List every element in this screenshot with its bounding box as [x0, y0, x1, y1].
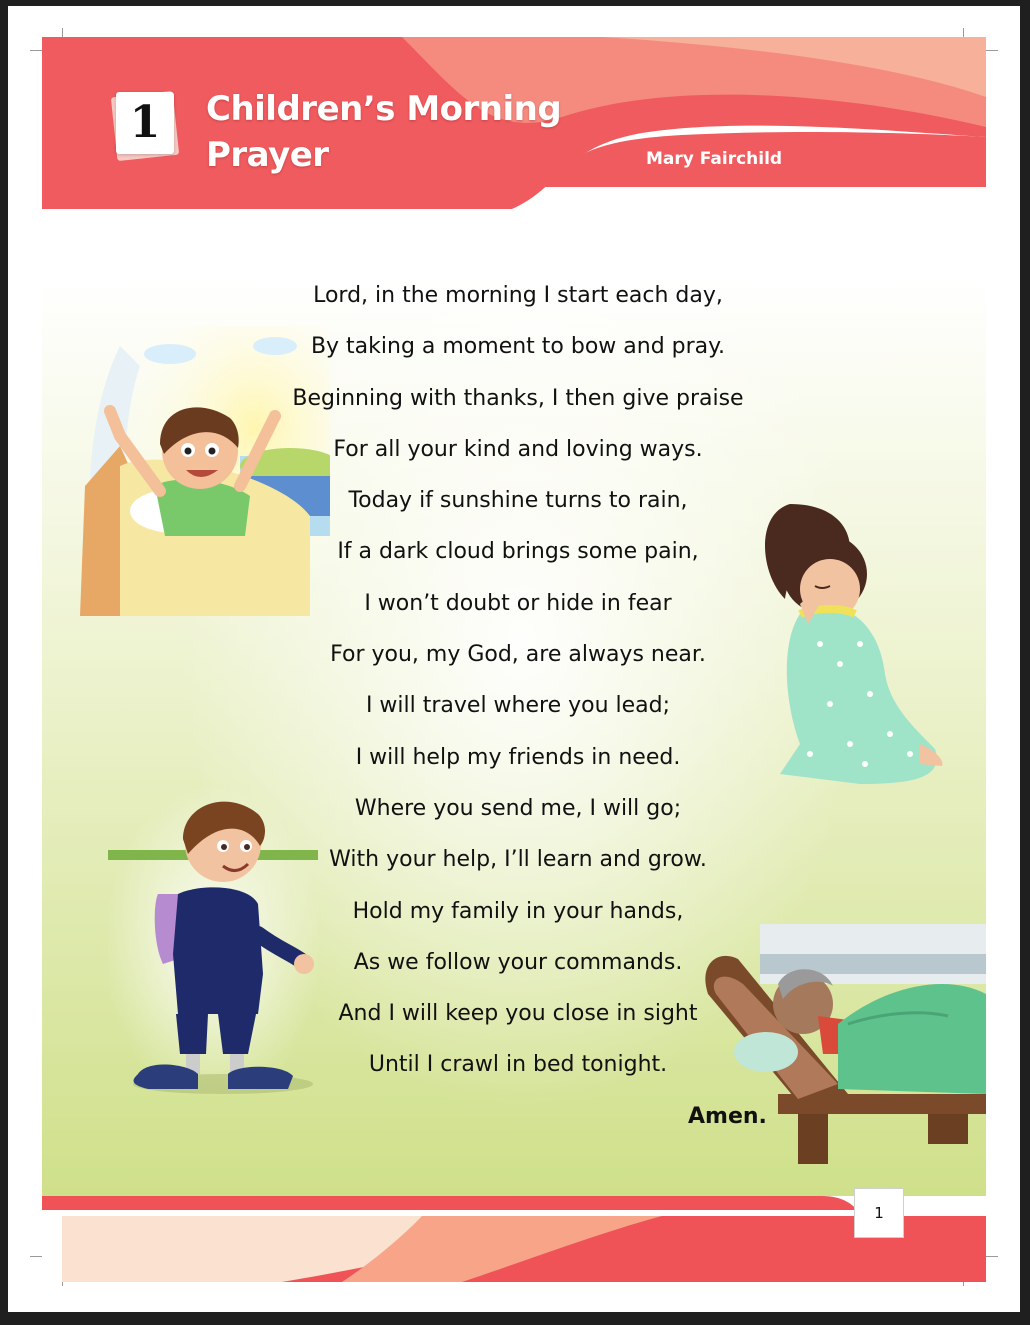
poem-line: Hold my family in your hands, [352, 898, 684, 924]
poem-text [208, 276, 828, 1097]
footer-banner [42, 1192, 986, 1282]
lesson-title-line-2: Prayer [206, 135, 329, 175]
lesson-number: 1 [116, 92, 174, 154]
lesson-number-card [110, 90, 180, 160]
poem-line: Where you send me, I will go; [354, 795, 682, 821]
poem-line: I won’t doubt or hide in fear [364, 590, 672, 616]
textbook-page [8, 6, 1020, 1312]
poem-line: For all your kind and loving ways. [333, 436, 703, 462]
poem-line: If a dark cloud brings some pain, [337, 539, 699, 565]
poem-line: Until I crawl in bed tonight. [368, 1052, 668, 1078]
poem-line: And I will keep you close in sight [338, 1001, 698, 1027]
poem-line: By taking a moment to bow and pray. [310, 334, 726, 360]
page-number: 1 [854, 1188, 904, 1238]
poem-line: For you, my God, are always near. [330, 642, 706, 668]
lesson-title-line-1: Children’s Morning [206, 89, 562, 129]
poem-line: With your help, I’ll learn and grow. [329, 847, 707, 873]
lesson-title [206, 86, 566, 178]
poem-line: I will travel where you lead; [365, 693, 671, 719]
poem-line: Lord, in the morning I start each day, [313, 283, 723, 308]
author-name: Mary Fairchild [646, 149, 783, 169]
poem-line: As we follow your commands. [353, 949, 683, 975]
poem-line: Today if sunshine turns to rain, [348, 488, 688, 514]
poem-line: Beginning with thanks, I then give praise [292, 385, 744, 411]
poem-line: I will help my friends in need. [355, 744, 681, 770]
poem-closing: Amen. [688, 1104, 767, 1129]
